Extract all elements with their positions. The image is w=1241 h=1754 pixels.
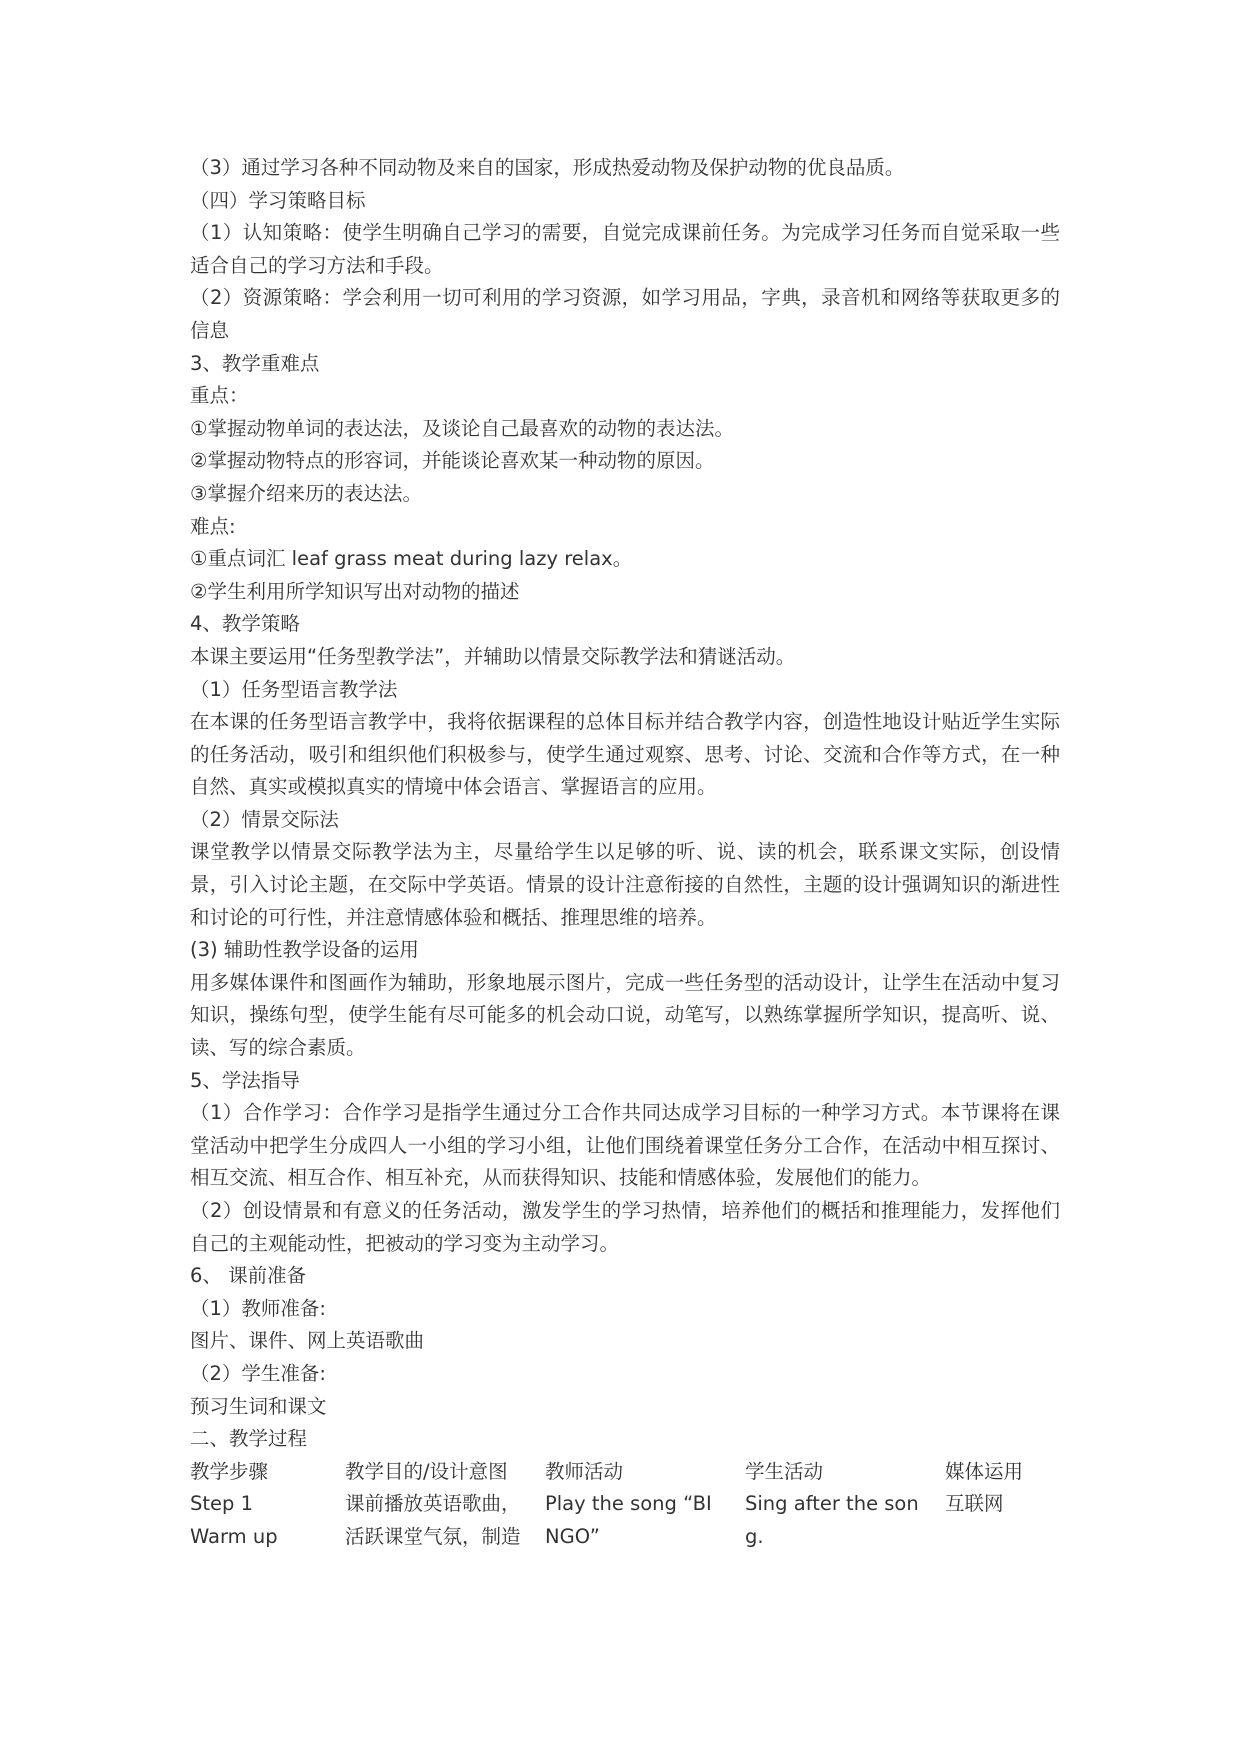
sub-heading: （1）任务型语言教学法	[190, 677, 398, 701]
text-line: （3）通过学习各种不同动物及来自的国家，形成热爱动物及保护动物的优良品质。	[190, 156, 905, 179]
table-cell: Play the song “BI	[545, 1492, 712, 1516]
table-cell: Step 1	[190, 1492, 254, 1516]
paragraph: 在本课的任务型语言教学中，我将依据课程的总体目标并结合教学内容，创造性地设计贴近学生实际的任务活动，吸引和组织他们积极参与，使学生通过观察、思考、讨论、交流和合作等方式，在一种自然、真实或模拟真实的情境中体会语言、掌握语言的应用。	[190, 710, 1060, 799]
table-cell: Sing after the son	[745, 1492, 919, 1516]
section-heading: 4、教学策略	[190, 612, 300, 636]
text-line: 图片、课件、网上英语歌曲	[190, 1329, 425, 1353]
table-header	[190, 1456, 1060, 1489]
section-heading: 5、学法指导	[190, 1068, 300, 1092]
section-heading: 6、 课前准备	[190, 1264, 307, 1288]
text-line: 重点：	[190, 384, 249, 408]
section-heading: （四）学习策略目标	[190, 188, 366, 212]
table-cell: 课前播放英语歌曲，	[345, 1492, 521, 1516]
table-row	[190, 1488, 1060, 1521]
table-cell: 互联网	[945, 1492, 1004, 1516]
header-cell: 媒体运用	[945, 1459, 1024, 1483]
text-line: （2）学生准备:	[190, 1361, 326, 1385]
paragraph: （2）资源策略：学会利用一切可利用的学习资源，如学习用品，字典，录音机和网络等获取更多的信息	[190, 286, 1060, 342]
paragraph: 用多媒体课件和图画作为辅助，形象地展示图片，完成一些任务型的活动设计，让学生在活动中复习知识，操练句型，使学生能有尽可能多的机会动口说，动笔写，以熟练掌握所学知识，提高听、说、读、写的综合素质。	[190, 970, 1060, 1060]
table-row	[190, 1521, 1060, 1554]
sub-heading: (3) 辅助性教学设备的运用	[190, 938, 419, 962]
text-line: ①掌握动物单词的表达法，及谈论自己最喜欢的动物的表达法。	[190, 416, 734, 440]
header-cell: 教学目的/设计意图	[345, 1459, 508, 1483]
text-line: 预习生词和课文	[190, 1394, 327, 1418]
table-cell: NGO”	[545, 1524, 600, 1548]
header-cell: 学生活动	[745, 1459, 824, 1483]
table-cell: 活跃课堂气氛，制造	[345, 1524, 521, 1548]
sub-heading: （2）情景交际法	[190, 807, 339, 831]
paragraph: 课堂教学以情景交际教学法为主，尽量给学生以足够的听、说、读的机会，联系课文实际，创设情景，引入讨论主题，在交际中学英语。情景的设计注意衔接的自然性，主题的设计强调知识的渐进性和讨论的可行性，并注意情感体验和概括、推理思维的培养。	[190, 840, 1060, 929]
section-heading: 3、教学重难点	[190, 351, 320, 375]
text-line: 本课主要运用“任务型教学法”，并辅助以情景交际教学法和猜谜活动。	[190, 644, 796, 668]
text-line: ③掌握介绍来历的表达法。	[190, 481, 422, 505]
paragraph: （1）合作学习：合作学习是指学生通过分工合作共同达成学习目标的一种学习方式。本节课将在课堂活动中把学生分成四人一小组的学习小组，让他们围绕着课堂任务分工合作，在活动中相互探讨、相互交流、相互合作、相互补充，从而获得知识、技能和情感体验，发展他们的能力。	[190, 1101, 1060, 1190]
section-heading: 二、教学过程	[190, 1427, 308, 1451]
table-cell: g.	[745, 1524, 764, 1548]
paragraph: （2）创设情景和有意义的任务活动，激发学生的学习热情，培养他们的概括和推理能力，发挥他们自己的主观能动性，把被动的学习变为主动学习。	[190, 1199, 1060, 1255]
paragraph: （1）认知策略：使学生明确自己学习的需要，自觉完成课前任务。为完成学习任务而自觉采取一些适合自己的学习方法和手段。	[190, 221, 1060, 277]
header-cell: 教师活动	[545, 1459, 624, 1483]
text-line: （1）教师准备:	[190, 1296, 326, 1320]
text-line: ②掌握动物特点的形容词，并能谈论喜欢某一种动物的原因。	[190, 449, 715, 473]
text-line: 难点:	[190, 514, 236, 538]
text-line: ①重点词汇 leaf grass meat during lazy relax。	[190, 547, 633, 571]
document-page	[190, 152, 1060, 1554]
table-cell: Warm up	[190, 1524, 278, 1548]
text-line: ②学生利用所学知识写出对动物的描述	[190, 579, 520, 603]
header-cell: 教学步骤	[190, 1459, 269, 1483]
